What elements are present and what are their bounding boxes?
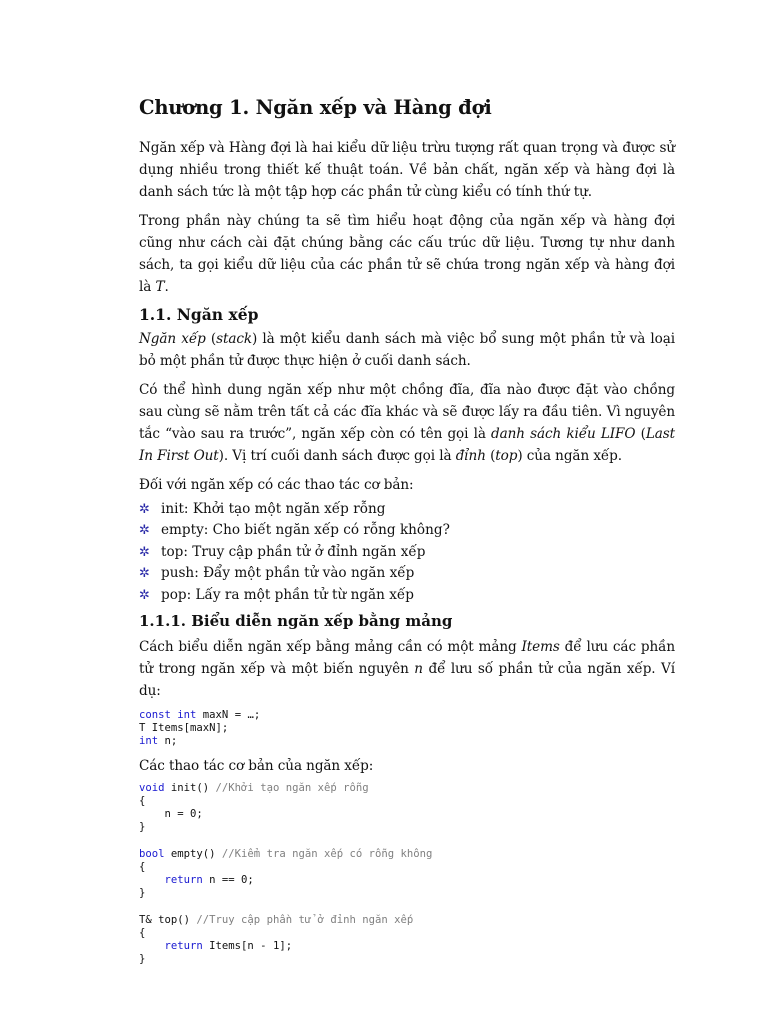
- gear-icon: ✲: [139, 544, 150, 560]
- gear-icon: ✲: [139, 587, 150, 603]
- operations-title: Các thao tác cơ bản của ngăn xếp:: [139, 757, 374, 774]
- list-item: ✲ pop: Lấy ra một phần tử từ ngăn xếp: [139, 585, 675, 606]
- stack-definition-paragraph: Ngăn xếp (stack) là một kiểu danh sách mà việc bổ sung một phần tử và loại bỏ một phần tử được thực hiện ở cuối danh sách.: [139, 331, 675, 369]
- list-item: ✲ empty: Cho biết ngăn xếp có rỗng không?: [139, 520, 675, 541]
- gear-icon: ✲: [139, 523, 150, 539]
- list-item: ✲ push: Đẩy một phần tử vào ngăn xếp: [139, 563, 675, 584]
- intro-paragraph-2: Trong phần này chúng ta sẽ tìm hiểu hoạt động của ngăn xếp và hàng đợi cũng như cách cài đặt chúng bằng các cấu trúc dữ liệu. Tương tự như danh sách, ta gọi kiểu dữ liệu của các phần tử sẽ chứa trong ngăn xếp và hàng đợi là T.: [139, 213, 675, 295]
- list-item: ✲ init: Khởi tạo một ngăn xếp rỗng: [139, 499, 675, 520]
- gear-icon: ✲: [139, 566, 150, 582]
- document-page: [139, 96, 675, 972]
- stack-description-paragraph: Có thể hình dung ngăn xếp như một chồng đĩa, đĩa nào được đặt vào chồng sau cùng sẽ nằm trên tất cả các đĩa khác và sẽ được lấy ra đầu tiên. Vì nguyên tắc “vào sau ra trước”, ngăn xếp còn có tên gọi là danh sách kiểu LIFO (Last In First Out). Vị trí cuối danh sách được gọi là đỉnh (top) của ngăn xếp.: [139, 382, 675, 464]
- operations-intro: Đối với ngăn xếp có các thao tác cơ bản:: [139, 477, 414, 493]
- operations-list: [139, 499, 675, 606]
- code-block-operations: void init() //Khởi tạo ngăn xếp rỗng { n = 0; } bool empty() //Kiểm tra ngăn xếp có rỗng không { return n == 0; } T& top() //Truy cập phần tử ở đỉnh ngăn xếp { return Items[n - 1]; }: [139, 781, 433, 966]
- intro-paragraph-1: Ngăn xếp và Hàng đợi là hai kiểu dữ liệu trừu tượng rất quan trọng và được sử dụng nhiều trong thiết kế thuật toán. Về bản chất, ngăn xếp và hàng đợi là danh sách tức là một tập hợp các phần tử cùng kiểu có tính thứ tự.: [139, 140, 675, 200]
- section-heading-stack: 1.1. Ngăn xếp: [139, 305, 259, 324]
- code-block-declarations: const int maxN = …; T Items[maxN]; int n;: [139, 709, 261, 748]
- chapter-title: Chương 1. Ngăn xếp và Hàng đợi: [139, 96, 492, 119]
- gear-icon: ✲: [139, 502, 150, 517]
- list-item: ✲ top: Truy cập phần tử ở đỉnh ngăn xếp: [139, 542, 675, 563]
- subsection-heading-array: 1.1.1. Biểu diễn ngăn xếp bằng mảng: [139, 612, 453, 631]
- array-representation-paragraph: Cách biểu diễn ngăn xếp bằng mảng cần có một mảng Items để lưu các phần tử trong ngăn xếp và một biến nguyên n để lưu số phần tử của ngăn xếp. Ví dụ:: [139, 639, 675, 700]
